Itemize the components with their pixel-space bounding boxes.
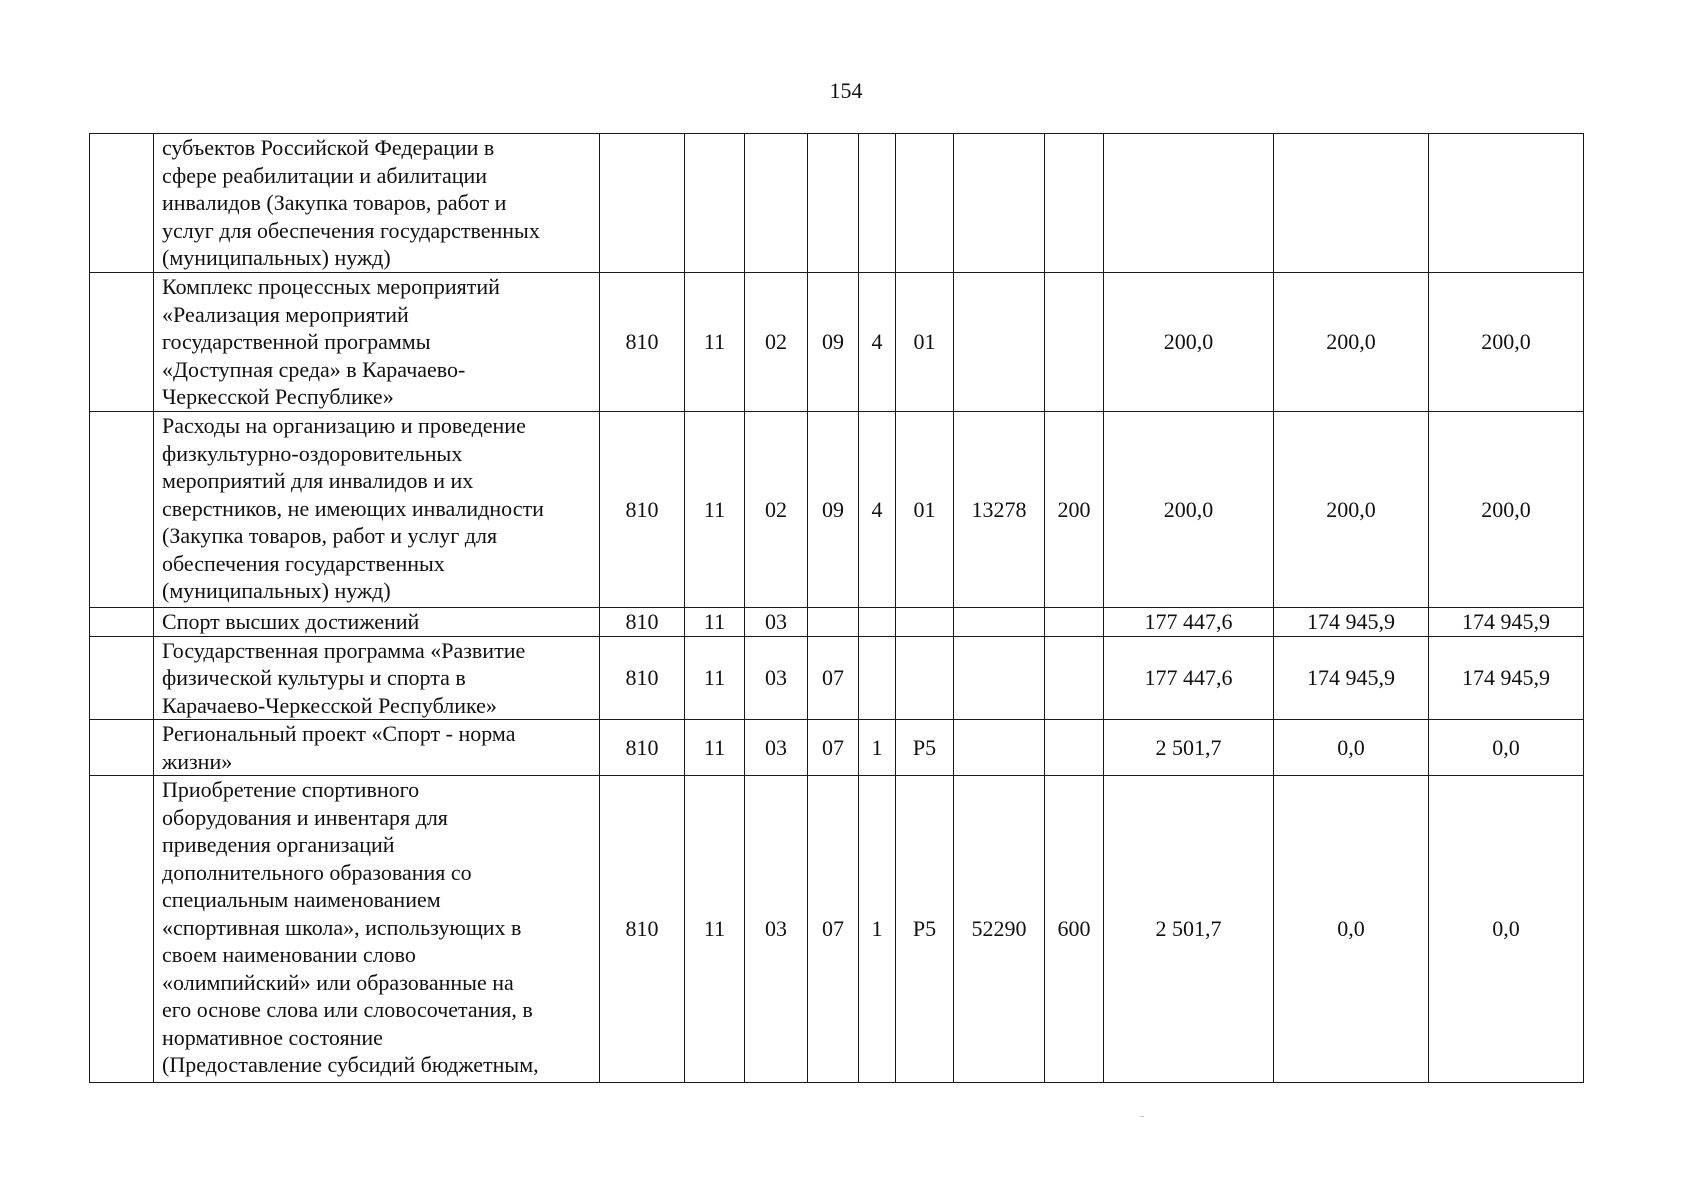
row-number-cell [90,273,154,412]
row-number-cell [90,412,154,608]
section-code-cell: 11 [685,608,745,637]
subprogram-code-cell: 4 [859,273,896,412]
table-row [90,608,1584,637]
subprogram-code-cell: 1 [859,720,896,776]
program-code-cell: 09 [808,273,859,412]
expense-code-cell [954,608,1045,637]
subsection-code-cell: 03 [745,608,808,637]
item-name-line: «спортивная школа», использующих в [162,914,522,940]
expense-type-cell [1045,134,1104,273]
table-row [90,720,1584,776]
item-name-line: инвалидов (Закупка товаров, работ и [162,190,507,215]
program-code-cell: 07 [808,720,859,776]
amount-year-3-cell: 0,0 [1429,720,1584,776]
expense-code-cell: 13278 [954,412,1045,608]
page-number: 154 [829,78,863,103]
subsection-code-cell: 03 [745,636,808,720]
direction-code-cell [896,134,954,273]
item-name-line: мероприятий для инвалидов и их [162,468,474,493]
ministry-code-cell: 810 [600,412,685,608]
table-body [90,134,1584,1083]
program-code-cell [808,134,859,273]
ministry-code-cell: 810 [600,776,685,1083]
ministry-code-cell: 810 [600,273,685,412]
ministry-code-cell: 810 [600,636,685,720]
amount-year-2-cell: 174 945,9 [1274,636,1429,720]
subsection-code-cell: 03 [745,776,808,1083]
item-name-line: (муниципальных) нужд) [162,578,391,603]
section-code-cell: 11 [685,273,745,412]
item-name-line: Комплекс процессных мероприятий [162,274,500,299]
amount-year-3-cell: 174 945,9 [1429,608,1584,637]
amount-year-1-cell: 177 447,6 [1104,636,1274,720]
row-number-cell [90,636,154,720]
expense-code-cell [954,134,1045,273]
amount-year-2-cell: 200,0 [1274,273,1429,412]
ministry-code-cell [600,134,685,273]
item-name-line: сверстников, не имеющих инвалидности [162,495,544,521]
expense-type-cell: 600 [1045,776,1104,1083]
amount-year-2-cell: 174 945,9 [1274,608,1429,637]
item-name-cell [154,720,600,776]
item-name-line: (Закупка товаров, работ и услуг для [162,523,498,548]
amount-year-2-cell: 200,0 [1274,412,1429,608]
amount-year-1-cell: 177 447,6 [1104,608,1274,637]
item-name-line: Карачаево-Черкесской Республике» [162,692,497,718]
item-name-line: оборудования и инвентаря для [162,804,448,830]
item-name-line: государственной программы [162,329,431,354]
expense-code-cell [954,720,1045,776]
section-code-cell: 11 [685,636,745,720]
amount-year-1-cell: 200,0 [1104,273,1274,412]
item-name-line: Расходы на организацию и проведение [162,413,526,438]
row-number-cell [90,608,154,637]
direction-code-cell: P5 [896,776,954,1083]
section-code-cell [685,134,745,273]
amount-year-3-cell: 174 945,9 [1429,636,1584,720]
subprogram-code-cell: 1 [859,776,896,1083]
expense-type-cell: 200 [1045,412,1104,608]
section-code-cell: 11 [685,412,745,608]
item-name-line: (Предоставление субсидий бюджетным, [162,1052,539,1077]
item-name-line: Приобретение спортивного [162,777,420,802]
item-name-line: «Доступная среда» в Карачаево- [162,356,466,382]
item-name-line: услуг для обеспечения государственных [162,217,540,243]
direction-code-cell: 01 [896,273,954,412]
table-row [90,636,1584,720]
amount-year-2-cell [1274,134,1429,273]
subprogram-code-cell [859,608,896,637]
item-name-cell [154,412,600,608]
item-name-line: сфере реабилитации и абилитации [162,162,488,188]
amount-year-1-cell: 2 501,7 [1104,720,1274,776]
program-code-cell: 07 [808,636,859,720]
item-name-line: Спорт высших достижений [162,609,420,634]
subsection-code-cell [745,134,808,273]
item-name-line: Региональный проект «Спорт - норма [162,721,516,746]
program-code-cell: 09 [808,412,859,608]
amount-year-3-cell: 200,0 [1429,412,1584,608]
budget-table [89,133,1584,1083]
item-name-cell [154,134,600,273]
amount-year-3-cell: 200,0 [1429,273,1584,412]
item-name-line: физкультурно-оздоровительных [162,440,463,466]
program-code-cell [808,608,859,637]
item-name-line: жизни» [162,748,233,774]
table-row [90,273,1584,412]
table-row [90,134,1584,273]
item-name-line: специальным наименованием [162,887,441,912]
amount-year-1-cell [1104,134,1274,273]
subsection-code-cell: 03 [745,720,808,776]
item-name-line: «Реализация мероприятий [162,301,409,327]
expense-code-cell [954,636,1045,720]
scan-mark [1140,1116,1144,1117]
item-name-cell [154,636,600,720]
ministry-code-cell: 810 [600,720,685,776]
item-name-line: «олимпийский» или образованные на [162,969,514,995]
direction-code-cell [896,608,954,637]
expense-type-cell [1045,636,1104,720]
subsection-code-cell: 02 [745,273,808,412]
ministry-code-cell: 810 [600,608,685,637]
direction-code-cell [896,636,954,720]
expense-code-cell: 52290 [954,776,1045,1083]
subprogram-code-cell: 4 [859,412,896,608]
item-name-line: субъектов Российской Федерации в [162,135,495,160]
direction-code-cell: 01 [896,412,954,608]
item-name-line: дополнительного образования со [162,859,472,885]
row-number-cell [90,134,154,273]
row-number-cell [90,720,154,776]
item-name-cell [154,608,600,637]
table-row [90,412,1584,608]
item-name-line: (муниципальных) нужд) [162,245,391,270]
amount-year-3-cell: 0,0 [1429,776,1584,1083]
section-code-cell: 11 [685,776,745,1083]
amount-year-2-cell: 0,0 [1274,720,1429,776]
item-name-line: Черкесской Республике» [162,384,394,409]
expense-type-cell [1045,608,1104,637]
subprogram-code-cell [859,636,896,720]
expense-code-cell [954,273,1045,412]
item-name-line: своем наименовании слово [162,942,416,967]
item-name-cell [154,273,600,412]
item-name-line: физической культуры и спорта в [162,665,466,690]
amount-year-3-cell [1429,134,1584,273]
amount-year-1-cell: 2 501,7 [1104,776,1274,1083]
subprogram-code-cell [859,134,896,273]
item-name-line: нормативное состояние [162,1024,383,1050]
row-number-cell [90,776,154,1083]
amount-year-2-cell: 0,0 [1274,776,1429,1083]
expense-type-cell [1045,273,1104,412]
program-code-cell: 07 [808,776,859,1083]
item-name-cell [154,776,600,1083]
amount-year-1-cell: 200,0 [1104,412,1274,608]
table-row [90,776,1584,1083]
item-name-line: приведения организаций [162,832,395,857]
subsection-code-cell: 02 [745,412,808,608]
section-code-cell: 11 [685,720,745,776]
item-name-line: обеспечения государственных [162,550,445,576]
item-name-line: его основе слова или словосочетания, в [162,997,533,1022]
direction-code-cell: P5 [896,720,954,776]
item-name-line: Государственная программа «Развитие [162,637,526,663]
expense-type-cell [1045,720,1104,776]
